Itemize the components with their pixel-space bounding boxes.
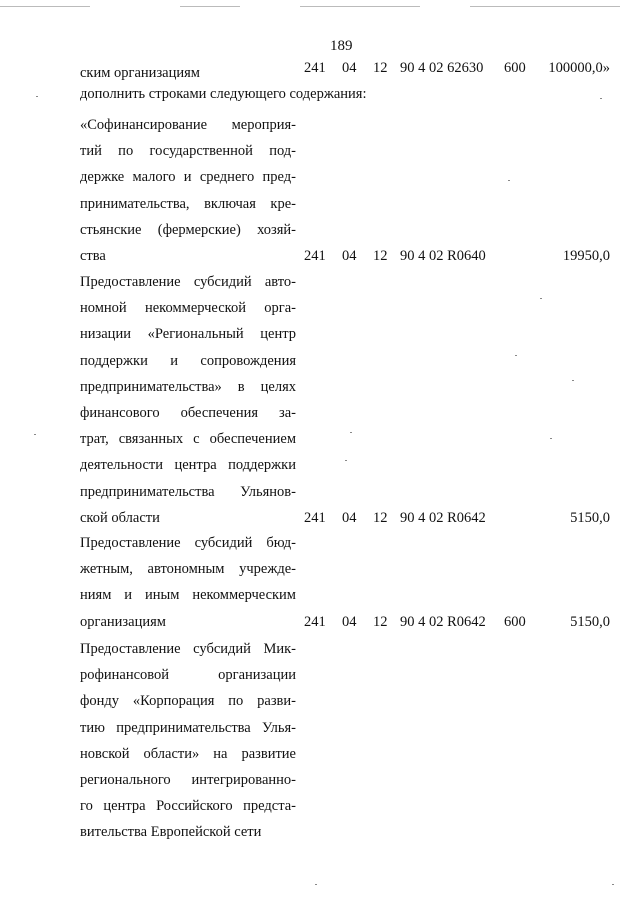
description-line: «Софинансирование мероприя- (80, 117, 296, 133)
description-line: новской области» на развитие (80, 745, 296, 762)
description-line: рофинансовой организации (80, 667, 296, 684)
scan-speck (34, 434, 36, 435)
description-line: организациям (80, 613, 166, 630)
description-line: низации «Региональный центр (80, 326, 296, 343)
scan-artifact-line (0, 6, 90, 7)
description-line: фонду «Корпорация по разви- (80, 693, 296, 710)
description-line: жетным, автономным учрежде- (80, 561, 296, 578)
cell-grbs: 241 (304, 248, 326, 264)
scan-speck (600, 98, 602, 99)
description-line: ским организациям (80, 65, 200, 81)
cell-pr: 12 (373, 613, 388, 630)
cell-vr: 600 (504, 613, 526, 630)
cell-csr: 90 4 02 R0642 (400, 509, 486, 526)
scan-artifact-line (180, 6, 240, 7)
scan-speck (315, 884, 317, 885)
description-line: стьянские (фермерские) хозяй- (80, 221, 296, 238)
description-line: тию предпринимательства Улья- (80, 719, 296, 736)
cell-csr: 90 4 02 62630 (400, 60, 484, 76)
cell-pr: 12 (373, 248, 388, 264)
description-line: Предоставление субсидий бюд- (80, 535, 296, 551)
table-row (80, 60, 610, 86)
description-line: поддержки и сопровождения (80, 352, 296, 369)
table-row (80, 269, 610, 531)
description-line: вительства Европейской сети (80, 824, 262, 841)
description-line: регионального интегрированно- (80, 771, 296, 788)
description-line: держке малого и среднего пред- (80, 169, 296, 186)
scan-artifact-line (470, 6, 620, 7)
cell-pr: 12 (373, 509, 388, 526)
description-line: принимательства, включая кре- (80, 195, 296, 212)
cell-sum: 100000,0» (548, 60, 610, 76)
cell-csr: 90 4 02 R0640 (400, 248, 486, 264)
cell-grbs: 241 (304, 613, 326, 630)
description-line: финансового обеспечения за- (80, 404, 296, 421)
cell-sum: 19950,0 (562, 248, 610, 264)
table-row (80, 530, 610, 635)
description-line: Предоставление субсидий Мик- (80, 641, 296, 657)
row-description (80, 60, 296, 86)
scan-artifact-line (300, 6, 420, 7)
description-line: деятельности центра поддержки (80, 457, 296, 474)
cell-sum: 5150,0 (570, 509, 610, 526)
cell-pr: 12 (373, 60, 388, 76)
cell-rz: 04 (342, 613, 357, 630)
description-line: предпринимательства» в целях (80, 378, 296, 395)
row-description (80, 269, 296, 531)
table-row (80, 112, 610, 269)
cell-sum: 5150,0 (570, 613, 610, 630)
cell-rz: 04 (342, 60, 357, 76)
description-line: го центра Российского предста- (80, 798, 296, 815)
page-number: 189 (330, 38, 353, 54)
row-description (80, 636, 296, 846)
cell-csr: 90 4 02 R0642 (400, 613, 486, 630)
description-line: ниям и иным некоммерческим (80, 587, 296, 604)
table-row (80, 636, 610, 846)
cell-grbs: 241 (304, 60, 326, 76)
description-line: предпринимательства Ульянов- (80, 483, 296, 500)
scan-speck (36, 96, 38, 97)
row-description (80, 112, 296, 269)
cell-rz: 04 (342, 248, 357, 264)
description-line: ской области (80, 509, 160, 526)
description-line: трат, связанных с обеспечением (80, 431, 296, 448)
cell-vr: 600 (504, 60, 526, 76)
row-description (80, 530, 296, 635)
cell-grbs: 241 (304, 509, 326, 526)
description-line: Предоставление субсидий авто- (80, 274, 296, 290)
intro-text: дополнить строками следующего содержания: (80, 86, 367, 102)
cell-rz: 04 (342, 509, 357, 526)
description-line: ства (80, 247, 106, 264)
description-line: тий по государственной под- (80, 143, 296, 160)
scan-speck (612, 884, 614, 885)
description-line: номной некоммерческой орга- (80, 300, 296, 317)
